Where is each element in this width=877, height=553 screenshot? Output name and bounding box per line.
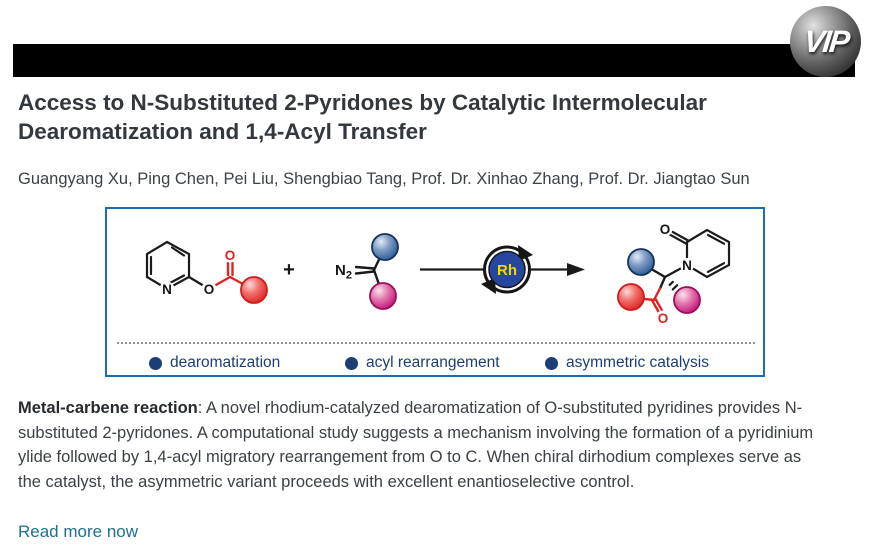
carbonyl-o-label: O [224, 248, 236, 263]
blue-substituent-sphere [372, 234, 398, 260]
legend-bullet-icon [545, 357, 558, 370]
product-blue-sphere [628, 249, 654, 275]
diazo-compound-icon [335, 234, 398, 309]
rh-catalyst-icon [481, 245, 533, 294]
legend-bullet-icon [345, 357, 358, 370]
diazo-n-label: N [335, 262, 346, 279]
author-list: Guangyang Xu, Ping Chen, Pei Liu, Shengbiao Tang, Prof. Dr. Xinhao Zhang, Prof. Dr. Jiangtao Sun [18, 170, 750, 188]
product-pink-sphere [674, 287, 700, 313]
read-more-link[interactable]: Read more now [18, 522, 139, 541]
abstract-text [18, 396, 828, 494]
reactant-pyridine-ester-icon [147, 242, 267, 303]
graphical-abstract[interactable] [105, 207, 765, 377]
legend-label: acyl rearrangement [366, 354, 500, 371]
legend-item-dearomatization [149, 354, 280, 372]
abstract-lead: Metal-carbene reaction [18, 399, 198, 417]
abstract-body: : A novel rhodium-catalyzed dearomatization of O-substituted pyridines provides N-substituted 2-pyridones. A computational study suggests a mechanism involving the formation of a pyridinium ylide followed by 1,4-acyl migratory rearrangement from O to C. When chiral dirhodium complexes serve as the catalyst, the asymmetric variant proceeds with excellent enantioselective control. [18, 399, 814, 491]
product-pyridone-icon [618, 222, 729, 327]
product-n-label: N [682, 258, 692, 273]
rh-catalyst-label: Rh [497, 262, 517, 279]
product-carbonyl-o-label: O [659, 222, 671, 237]
pyridine-n-label: N [162, 282, 172, 297]
ester-o-label: O [203, 282, 215, 297]
legend-label: asymmetric catalysis [566, 354, 709, 371]
diazo-n-subscript: 2 [345, 269, 352, 282]
plus-sign: + [283, 259, 295, 281]
red-acyl-sphere [241, 277, 267, 303]
vip-badge [790, 6, 861, 77]
legend-label: dearomatization [170, 354, 281, 371]
top-banner [13, 44, 855, 77]
vip-badge-label: VIP [801, 23, 850, 59]
legend-item-asymmetric-catalysis [545, 354, 709, 372]
pink-substituent-sphere [370, 283, 396, 309]
svg-text:N2 [335, 262, 352, 282]
legend-divider [117, 342, 755, 344]
article-title[interactable]: Access to N-Substituted 2-Pyridones by Catalytic Intermolecular Dearomatization and 1,4-Acyl Transfer [18, 90, 707, 144]
product-red-sphere [618, 284, 644, 310]
product-acyl-o-label: O [657, 311, 669, 326]
legend-item-acyl-rearrangement [345, 354, 500, 372]
legend-bullet-icon [149, 357, 162, 370]
reaction-scheme [107, 209, 763, 340]
